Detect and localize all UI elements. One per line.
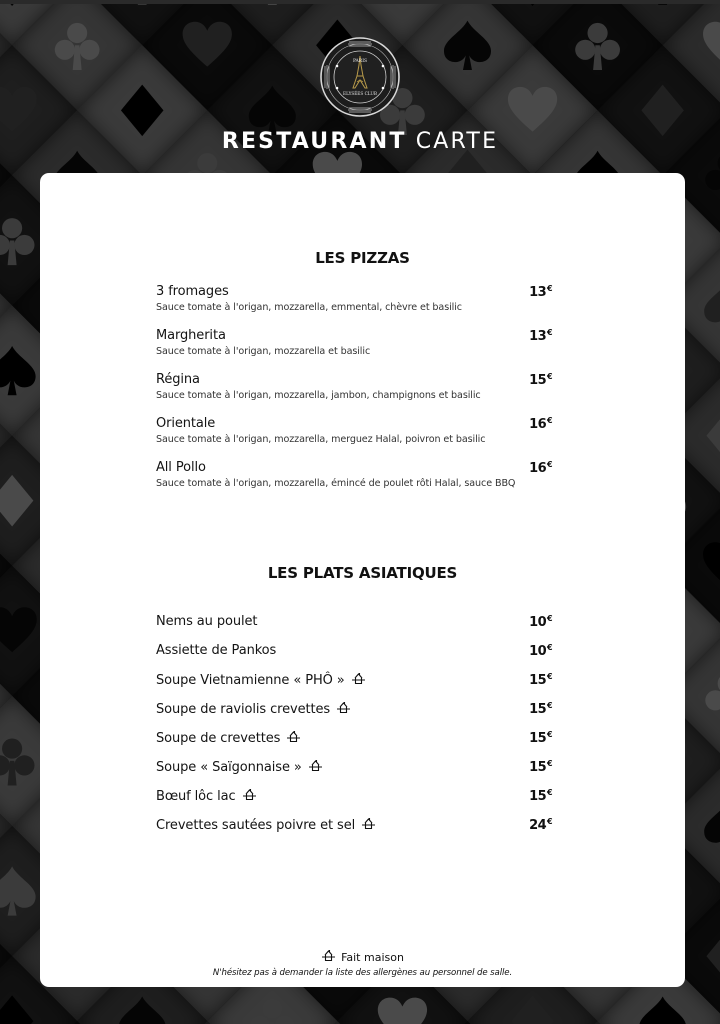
title-light: CARTE bbox=[415, 129, 499, 154]
heart-suit-icon bbox=[700, 538, 720, 594]
spade-suit-icon bbox=[0, 863, 40, 919]
item-name: Bœuf lôc lac bbox=[156, 788, 552, 804]
item-description: Sauce tomate à l'origan, mozzarella, émincé de poulet rôti Halal, sauce BBQ bbox=[156, 478, 516, 489]
diamond-suit-icon bbox=[0, 473, 40, 529]
spade-suit-icon bbox=[700, 278, 720, 334]
item-price: 15€ bbox=[529, 730, 552, 746]
menu-item bbox=[156, 788, 552, 804]
item-name: Régina bbox=[156, 372, 200, 387]
menu-item bbox=[156, 614, 552, 629]
item-name: Soupe Vietnamienne « PHÔ » bbox=[156, 672, 552, 688]
homemade-house-icon bbox=[361, 817, 376, 830]
menu-item bbox=[156, 643, 552, 658]
menu-card bbox=[40, 173, 685, 987]
spade-suit-icon bbox=[114, 993, 170, 1024]
item-name: Soupe « Saïgonnaise » bbox=[156, 759, 552, 775]
heart-suit-icon bbox=[700, 17, 720, 73]
club-suit-icon bbox=[244, 993, 300, 1024]
item-name: Nems au poulet bbox=[156, 614, 258, 629]
club-suit-icon bbox=[0, 212, 40, 268]
item-description: Sauce tomate à l'origan, mozzarella et basilic bbox=[156, 346, 371, 357]
homemade-house-icon bbox=[321, 949, 336, 962]
item-price: 15€ bbox=[529, 788, 552, 804]
menu-item bbox=[156, 817, 552, 833]
diamond-suit-icon bbox=[700, 408, 720, 464]
item-price: 15€ bbox=[529, 759, 552, 775]
item-name: Crevettes sautées poivre et sel bbox=[156, 817, 552, 833]
menu-item bbox=[156, 372, 552, 401]
legend-label: Fait maison bbox=[341, 951, 404, 964]
spade-suit-icon bbox=[700, 798, 720, 854]
diamond-suit-icon bbox=[0, 993, 40, 1024]
item-price: 24€ bbox=[529, 817, 552, 833]
item-price: 16€ bbox=[529, 460, 552, 476]
title-bold: RESTAURANT bbox=[221, 129, 407, 154]
item-name: Margherita bbox=[156, 328, 226, 343]
item-name: Orientale bbox=[156, 416, 216, 431]
paris-elysees-club-logo bbox=[319, 36, 401, 118]
svg-text:ELYSÉES CLUB: ELYSÉES CLUB bbox=[343, 91, 377, 96]
svg-text:PARIS: PARIS bbox=[352, 59, 368, 64]
item-name: Soupe de crevettes bbox=[156, 730, 552, 746]
homemade-legend bbox=[40, 949, 685, 964]
homemade-house-icon bbox=[286, 730, 301, 743]
item-price: 15€ bbox=[529, 672, 552, 688]
allergen-note: N'hésitez pas à demander la liste des allergènes au personnel de salle. bbox=[212, 968, 513, 978]
item-description: Sauce tomate à l'origan, mozzarella, emmental, chèvre et basilic bbox=[156, 302, 462, 313]
heart-suit-icon bbox=[179, 17, 235, 73]
page-title bbox=[0, 129, 720, 154]
spade-suit-icon bbox=[439, 17, 495, 73]
menu-item bbox=[156, 284, 552, 313]
spade-suit-icon bbox=[0, 343, 40, 399]
section-title-asian: LES PLATS ASIATIQUES bbox=[267, 564, 458, 582]
top-edge bbox=[0, 0, 720, 4]
section-title-pizzas: LES PIZZAS bbox=[315, 249, 410, 267]
club-suit-icon bbox=[570, 17, 626, 73]
item-description: Sauce tomate à l'origan, mozzarella, jambon, champignons et basilic bbox=[156, 390, 481, 401]
item-name: 3 fromages bbox=[156, 284, 229, 299]
club-suit-icon bbox=[700, 147, 720, 203]
menu-item bbox=[156, 460, 552, 489]
item-price: 13€ bbox=[529, 328, 552, 344]
menu-item bbox=[156, 701, 552, 717]
heart-suit-icon bbox=[0, 603, 40, 659]
item-name: All Pollo bbox=[156, 460, 206, 475]
club-suit-icon bbox=[0, 733, 40, 789]
homemade-house-icon bbox=[242, 788, 257, 801]
item-description: Sauce tomate à l'origan, mozzarella, merguez Halal, poivron et basilic bbox=[156, 434, 486, 445]
item-price: 15€ bbox=[529, 372, 552, 388]
menu-item bbox=[156, 416, 552, 445]
item-price: 10€ bbox=[529, 614, 552, 630]
homemade-house-icon bbox=[336, 701, 351, 714]
menu-item bbox=[156, 730, 552, 746]
item-price: 15€ bbox=[529, 701, 552, 717]
item-name: Assiette de Pankos bbox=[156, 643, 277, 658]
item-price: 10€ bbox=[529, 643, 552, 659]
item-price: 16€ bbox=[529, 416, 552, 432]
diamond-suit-icon bbox=[505, 993, 561, 1024]
homemade-house-icon bbox=[351, 672, 366, 685]
item-price: 13€ bbox=[529, 284, 552, 300]
item-name: Soupe de raviolis crevettes bbox=[156, 701, 552, 717]
menu-item bbox=[156, 759, 552, 775]
menu-item bbox=[156, 328, 552, 357]
heart-suit-icon bbox=[374, 993, 430, 1024]
diamond-suit-icon bbox=[700, 928, 720, 984]
spade-suit-icon bbox=[635, 993, 691, 1024]
club-suit-icon bbox=[700, 668, 720, 724]
menu-item bbox=[156, 672, 552, 688]
homemade-house-icon bbox=[308, 759, 323, 772]
club-suit-icon bbox=[49, 17, 105, 73]
